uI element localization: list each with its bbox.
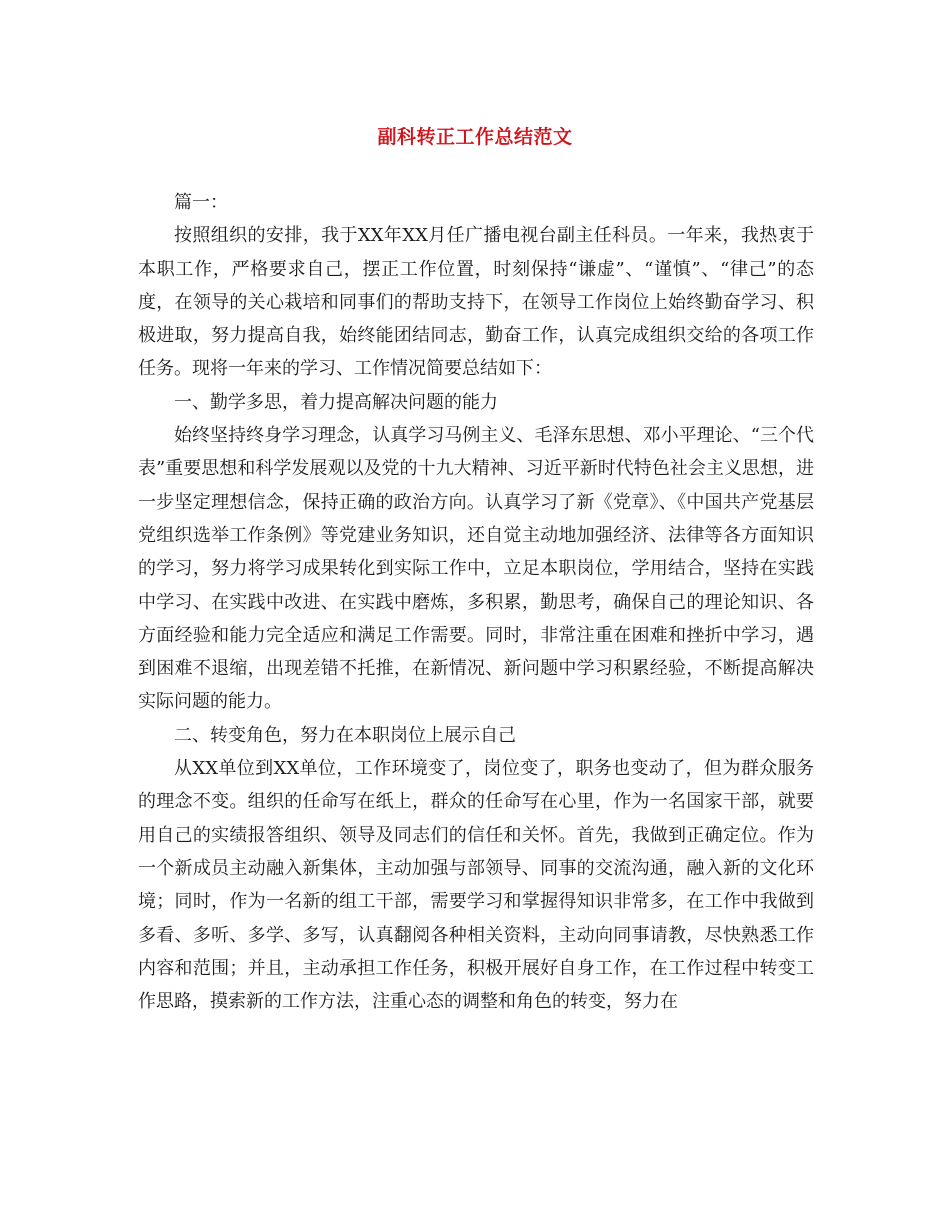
heading-section-one: 一、勤学多思，着力提高解决问题的能力 (174, 391, 498, 413)
document-body (138, 186, 814, 1018)
paragraph-section-one: 始终坚持终身学习理念，认真学习马例主义、毛泽东思想、邓小平理论、“三个代表”重要思想和科学发展观以及党的十九大精神、习近平新时代特色社会主义思想，进一步坚定理想信念，保持正确的政治方向。认真学习了新《党章》、《中国共产党基层党组织选举工作条例》等党建业务知识，还自觉主动地加强经济、法律等各方面知识的学习，努力将学习成果转化到实际工作中，立足本职岗位，学用结合，坚持在实践中学习、在实践中改进、在实践中磨炼，多积累，勤思考，确保自己的理论知识、各方面经验和能力完全适应和满足工作需要。同时，非常注重在困难和挫折中学习，遇到困难不退缩，出现差错不托推，在新情况、新问题中学习积累经验，不断提高解决实际问题的能力。 (138, 425, 814, 713)
document-title: 副科转正工作总结范文 (377, 126, 573, 148)
paragraph-section-label: 篇一： (174, 192, 228, 213)
paragraph-intro: 按照组织的安排，我于XX年XX月任广播电视台副主任科员。一年来，我热衷于本职工作，严格要求自己，摆正工作位置，时刻保持“谦虚”、“谨慎”、“律己”的态度，在领导的关心栽培和同事们的帮助支持下，在领导工作岗位上始终勤奋学习、积极进取，努力提高自我，始终能团结同志，勤奋工作，认真完成组织交给的各项工作任务。现将一年来的学习、工作情况简要总结如下： (138, 225, 814, 380)
heading-section-two: 二、转变角色，努力在本职岗位上展示自己 (174, 724, 516, 746)
paragraph-section-two: 从XX单位到XX单位，工作环境变了，岗位变了，职务也变动了，但为群众服务的理念不变。组织的任命写在纸上，群众的任命写在心里，作为一名国家干部，就要用自己的实绩报答组织、领导及同志们的信任和关怀。首先，我做到正确定位。作为一个新成员主动融入新集体，主动加强与部领导、同事的交流沟通，融入新的文化环境；同时，作为一名新的组工干部，需要学习和掌握得知识非常多，在工作中我做到多看、多听、多学、多写，认真翻阅各种相关资料，主动向同事请教，尽快熟悉工作内容和范围；并且，主动承担工作任务，积极开展好自身工作，在工作过程中转变工作思路，摸索新的工作方法，注重心态的调整和角色的转变，努力在 (138, 758, 814, 1013)
